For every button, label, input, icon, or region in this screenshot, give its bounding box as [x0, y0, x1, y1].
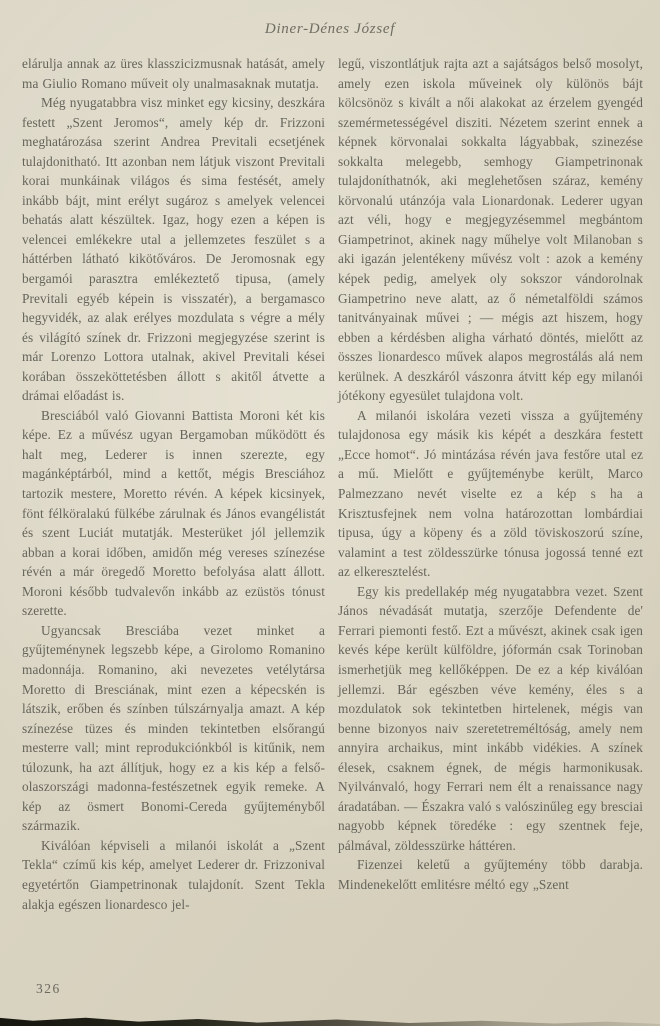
paragraph: Bresciából való Giovanni Battista Moroni két kis képe. Ez a művész ugyan Bergamoban működött és halt meg, Lederer is innen szerezte, egy magánképtárból, mind a kettőt, mégis Bresciához tartozik mestere, Moretto révén. A képek kicsinyek, fönt félköralakú fülkébe zárulnak és János evangélistát és szent Luciát mutatják. Mesterüket jól jellemzik abban a korai időben, amidőn még vereses színezése révén a már öregedő Moretto befolyása alatt állott. Moroni később tudvalevőn inkább az ezüstös tónust szerette.: [22, 407, 325, 619]
paragraph: Még nyugatabbra visz minket egy kicsiny, deszkára festett „Szent Jeromos“, amely kép dr. Frizzoni meghatározása szerint Andrea Previtali ecsetjének tulajdonitható. Itt azonban nem látjuk viszont Previtali korai munkáinak világos és sima festését, amely inkább bájt, mint erélyt sugároz s amelyek velencei behatás alatt készültek. Igaz, hogy ezen a képen is velencei emlékekre utal a jellemzetes feszület s a háttérben látható kikötőváros. De Jeromosnak egy bergamói parasztra emlékeztető tipusa, (amely Previtali egyéb képein is visszatér), a bergamasco hegyvidék, az alak erélyes mozdulata s végre a mély és világító színek dr. Frizzoni megjegyzése szerint is már Lorenzo Lottora utalnak, akivel Previtali kései korában összeköttetésben állott s akitől átvette a drámai előadást is.: [22, 95, 325, 404]
paragraph: A milanói iskolára vezeti vissza a gyűjtemény tulajdonosa egy másik kis képét a deszkára festett „Ecce homot“. Jó mintázása révén java festőre utal ez a mű. Mielőtt e gyűjteménybe került, Marco Palmezzano nevét viselte ez a kép s ha a Krisztusfejnek nem volna határozottan lombárdiai tipusa, úgy a köpeny és a zöld töviskoszorú színe, valamint a test zöldesszürke tónusa jogossá tenné ezt az elkeresztelést.: [338, 407, 643, 580]
paragraph: Fizenzei keletű a gyűjtemény több darabja. Mindenekelőtt emlitésre méltó egy „Szent: [338, 857, 643, 892]
paragraph: elárulja annak az üres klasszicizmusnak hatását, amely ma Giulio Romano műveit oly unalmasaknak mutatja.: [22, 56, 325, 91]
paragraph: legű, viszontlátjuk rajta azt a sajátságos belső mosolyt, amely ezen iskola műveinek oly különös bájt kölcsönöz s kivált a női alakokat az érzelem gyengéd szemérmetességével disziti. Nézetem szerint ennek a képnek körvonalai sokkalta lágyabbak, szinezése sokkalta melegebb, semhogy Giampetrinonak tulajdoníthatnók, aki meglehetősen száraz, kemény körvonalú utánzója vala Lionardonak. Lederer ugyan azt véli, hogy e megjegyzésemmel megbántom Giampetrinot, akinek nagy műhelye volt Milanoban s aki igazán jelentékeny művész volt : azok a kemény képek pedig, amelyek oly sokszor vándorolnak Giampetrino neve alatt, az ő németalföldi számos tanitványainak művei ; — mégis azt hiszem, hogy ebben a kérdésben aligha várható döntés, mielőtt az összes lionardesco művek alapos megrostálás alá nem kerülnek. A deszkáról vászonra átvitt kép egy milanói jótékony egyesület tulajdona volt.: [338, 56, 643, 404]
paragraph: Egy kis predellakép még nyugatabbra vezet. Szent János névadását mutatja, szerzője Defendente de' Ferrari piemonti festő. Ezt a művészt, akinek csak igen kevés képe került külföldre, jóformán csak Torinoban ismerhetjük meg kellőképpen. De ez a kép kiválóan jellemzi. Bár egészben véve kemény, éles s a mozdulatok sok tekintetben hirtelenek, mégis van benne bizonyos naiv szeretetreméltóság, amely nem annyira archaikus, mint inkább vidékies. A színek élesek, csaknem égnek, de mégis harmonikusak. Nyilvánvaló, hogy Ferrari nem élt a renaissance nagy áradatában. — Északra való s valószinűleg egy bresciai nagyobb képnek töredéke : egy szentnek feje, pálmával, zöldesszürke háttéren.: [338, 583, 643, 853]
text-column-left: [22, 54, 325, 914]
page-number: 326: [36, 981, 61, 996]
paragraph: Kiválóan képviseli a milanói iskolát a „Szent Tekla“ czímű kis kép, amelyet Lederer dr. Frizzonival egyetértőn Giampetrinonak tulajdonít. Szent Tekla alakja egészen lionardesco jel-: [22, 837, 325, 912]
paragraph: Ugyancsak Bresciába vezet minket a gyűjteménynek legszebb képe, a Girolomo Romanino madonnája. Romanino, aki nevezetes vetélytársa Moretto di Bresciának, mint ezen a képecskén is látszik, erőben és színben túlszárnyalja amazt. A kép színezése tüzes és minden tekintetben elsőrangú mesterre vall; mint reprodukciónkból is kitűnik, nem túlozunk, ha azt állítjuk, hogy ez a kis kép a felső-olaszországi madonna-festészetnek egyik remeke. A kép az ösmert Bonomi-Cereda gyűjteményből származik.: [22, 622, 325, 834]
scan-edge-artifact: [0, 1017, 660, 1026]
running-header-author: Diner-Dénes József: [264, 21, 396, 37]
text-columns: [0, 38, 660, 914]
text-column-right: [338, 54, 643, 914]
